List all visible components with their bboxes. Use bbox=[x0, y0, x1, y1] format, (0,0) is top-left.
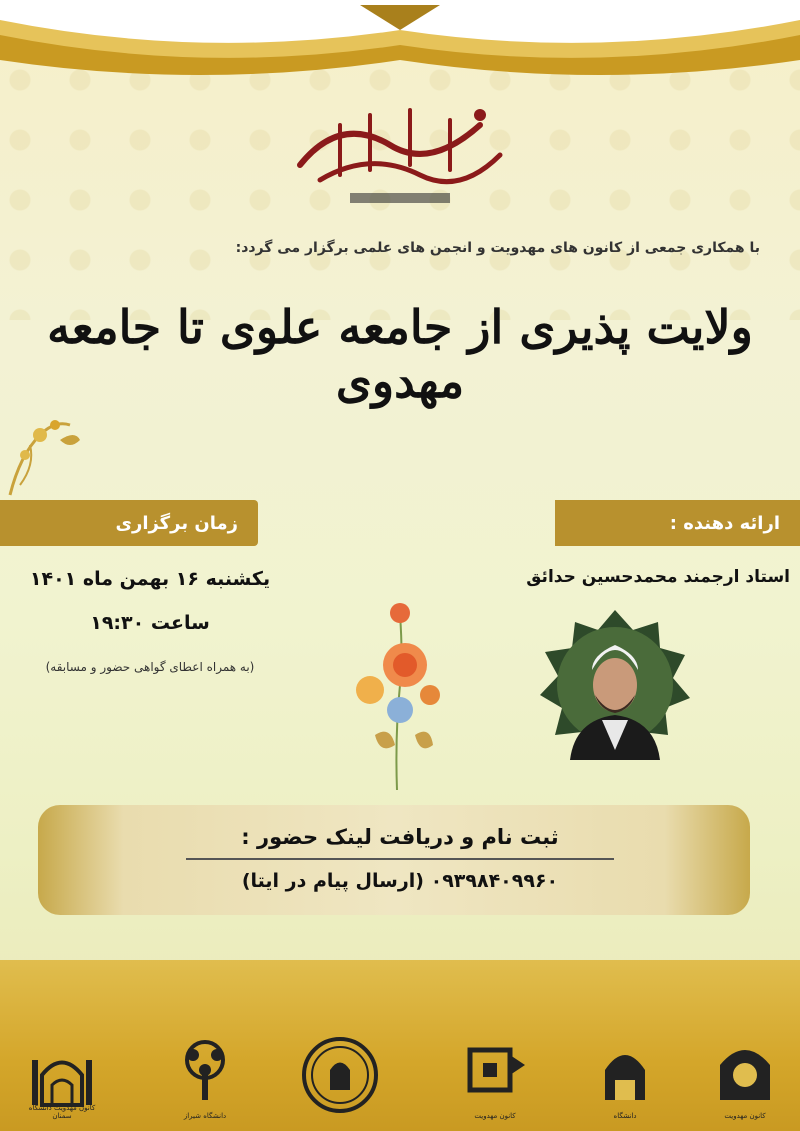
logo-caption: کانون مهدویت دانشگاه سمنان bbox=[28, 1104, 96, 1120]
logo-mahdaviat-semnan bbox=[22, 1030, 102, 1120]
presenter-label-bar bbox=[555, 500, 800, 546]
event-note: (به همراه اعطای گواهی حضور و مسابقه) bbox=[45, 660, 255, 674]
logo-caption: دانشگاه bbox=[613, 1112, 637, 1120]
organizers-subtitle: با همکاری جمعی از کانون های مهدویت و انجمن های علمی برگزار می گردد: bbox=[235, 240, 760, 256]
kanun-emblem-icon bbox=[705, 1030, 785, 1120]
logo-university-dome bbox=[585, 1030, 665, 1120]
calligraphy-emblem bbox=[280, 95, 520, 210]
top-ornament-band bbox=[0, 0, 800, 80]
schedule-label-bar bbox=[0, 500, 258, 546]
registration-underline bbox=[186, 858, 614, 860]
logo-shiraz-university bbox=[165, 1030, 245, 1120]
presenter-label: ارائه دهنده : bbox=[669, 512, 780, 534]
logo-caption: دانشگاه شیراز bbox=[183, 1112, 227, 1120]
building-icon bbox=[455, 1030, 535, 1120]
presenter-name: استاد ارجمند محمدحسین حدائق bbox=[526, 567, 790, 587]
registration-box bbox=[38, 805, 750, 915]
registration-title: ثبت نام و دریافت لینک حضور : bbox=[241, 825, 559, 849]
logo-kanun-mahdaviat bbox=[705, 1030, 785, 1120]
logo-caption: کانون مهدویت bbox=[474, 1112, 516, 1120]
registration-phone[interactable]: ۰۹۳۹۸۴۰۹۹۶۰ (ارسال پیام در ایتا) bbox=[241, 870, 559, 892]
event-date: یکشنبه ۱۶ بهمن ماه ۱۴۰۱ bbox=[29, 568, 271, 590]
tree-icon bbox=[165, 1030, 245, 1120]
logo-caption: کانون مهدویت bbox=[724, 1112, 766, 1120]
event-title: ولایت پذیری از جامعه علوی تا جامعه مهدوی bbox=[47, 300, 753, 408]
floral-ornament-icon bbox=[0, 395, 85, 500]
round-emblem-icon bbox=[300, 1030, 380, 1120]
flower-bouquet-icon bbox=[345, 595, 450, 795]
presenter-photo bbox=[540, 610, 690, 760]
logos-band bbox=[0, 960, 800, 1131]
logo-kanun-building bbox=[455, 1030, 535, 1120]
logo-center-round bbox=[300, 1030, 380, 1120]
schedule-label: زمان برگزاری bbox=[115, 512, 238, 534]
dome-icon bbox=[585, 1030, 665, 1120]
event-time: ساعت ۱۹:۳۰ bbox=[90, 612, 210, 634]
